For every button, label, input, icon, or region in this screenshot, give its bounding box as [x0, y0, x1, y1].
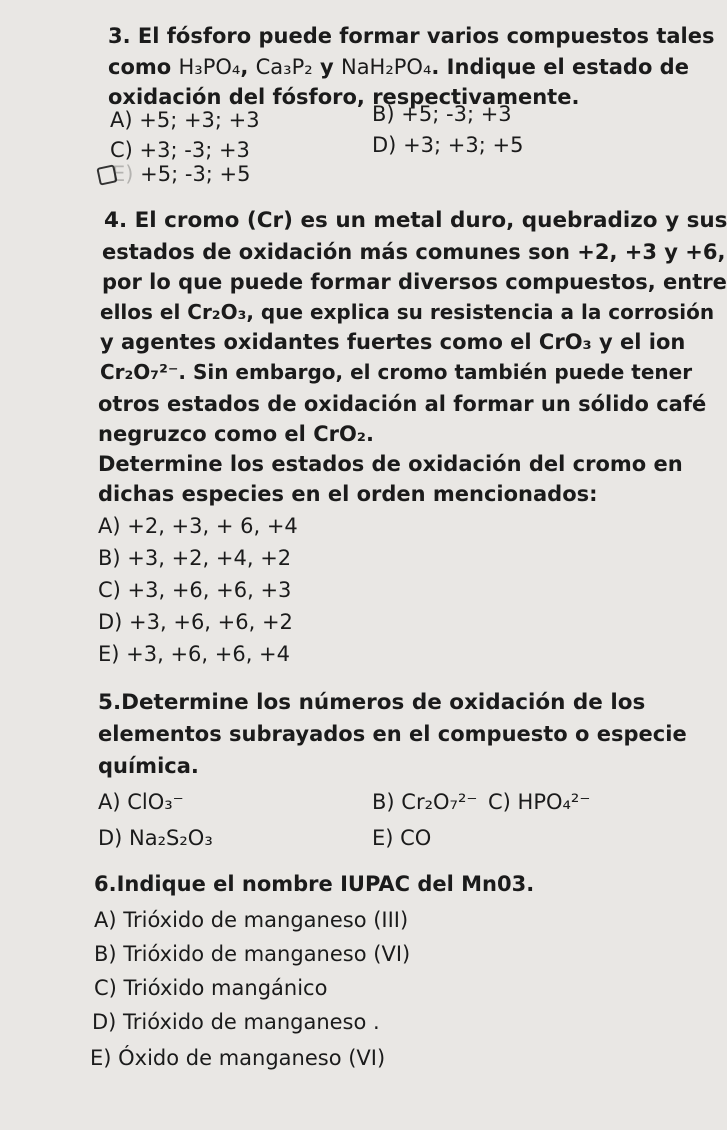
q6-option-d: D) Trióxido de manganeso . — [92, 1010, 380, 1034]
q4-option-e: E) +3, +6, +6, +4 — [98, 642, 291, 666]
q3-line-2a: como — [108, 55, 179, 79]
q3-line-2 — [108, 55, 689, 79]
q3-line-2b: . Indique el estado de — [431, 55, 689, 79]
q3-option-d-letter: D) — [372, 133, 397, 157]
compound-ca3p2: Ca₃P₂ — [255, 55, 313, 79]
q4-line-7: otros estados de oxidación al formar un sólido café — [98, 392, 707, 416]
q5-line-3: química. — [98, 754, 199, 778]
q3-option-e — [112, 162, 251, 186]
q5-line-1: 5.Determine los números de oxidación de los — [98, 690, 646, 715]
q5-option-e: E) CO — [372, 826, 432, 850]
q4-line-3: por lo que puede formar diversos compuestos, entre — [102, 270, 727, 294]
q3-option-e-letter: E) — [112, 162, 134, 186]
q6-title: 6.Indique el nombre IUPAC del Mn03. — [94, 872, 535, 896]
q4-line-1: 4. El cromo (Cr) es un metal duro, quebradizo y sus — [104, 208, 727, 233]
q3-option-d-text: +3; +3; +5 — [403, 133, 524, 157]
q3-option-c-letter: C) — [110, 138, 133, 162]
q3-option-e-text: +5; -3; +5 — [140, 162, 251, 186]
q3-option-b-letter: B) — [372, 102, 395, 126]
q3-option-a-text: +5; +3; +3 — [139, 108, 260, 132]
q4-option-d: D) +3, +6, +6, +2 — [98, 610, 293, 634]
q3-sep-1: , — [240, 55, 256, 79]
q3-option-b-text: +5; -3; +3 — [401, 102, 512, 126]
q3-option-a-letter: A) — [110, 108, 133, 132]
q5-option-d: D) Na₂S₂O₃ — [98, 826, 213, 850]
q5-option-b: B) Cr₂O₇²⁻ — [372, 790, 478, 814]
q6-option-a: A) Trióxido de manganeso (III) — [94, 908, 409, 932]
q6-option-c: C) Trióxido mangánico — [94, 976, 328, 1000]
q3-option-d — [372, 133, 523, 157]
q5-option-c: C) HPO₄²⁻ — [488, 790, 591, 814]
q3-line-3: oxidación del fósforo, respectivamente. — [108, 85, 580, 109]
q4-line-8: negruzco como el CrO₂. — [98, 422, 374, 446]
q4-line-4: ellos el Cr₂O₃, que explica su resistencia a la corrosión — [100, 300, 715, 324]
q3-option-c-text: +3; -3; +3 — [139, 138, 250, 162]
compound-h3po4: H₃PO₄ — [178, 55, 241, 79]
q4-line-10: dichas especies en el orden mencionados: — [98, 482, 598, 506]
q4-line-6: Cr₂O₇²⁻. Sin embargo, el cromo también puede tener — [100, 360, 693, 384]
q3-option-a — [110, 108, 260, 132]
q4-option-c: C) +3, +6, +6, +3 — [98, 578, 292, 602]
q6-option-b: B) Trióxido de manganeso (VI) — [94, 942, 411, 966]
q5-line-2: elementos subrayados en el compuesto o especie — [98, 722, 687, 746]
compound-nah2po4: NaH₂PO₄ — [340, 55, 432, 79]
q6-option-e: E) Óxido de manganeso (VI) — [90, 1046, 386, 1070]
q4-option-b: B) +3, +2, +4, +2 — [98, 546, 292, 570]
q4-option-a: A) +2, +3, + 6, +4 — [98, 514, 298, 538]
q3-line-1: 3. El fósforo puede formar varios compuestos tales — [108, 24, 715, 48]
q3-option-b — [372, 102, 512, 126]
q4-line-5: y agentes oxidantes fuertes como el CrO₃ y el ion — [100, 330, 686, 354]
q4-line-9: Determine los estados de oxidación del cromo en — [98, 452, 683, 476]
q5-option-a: A) ClO₃⁻ — [98, 790, 184, 814]
q3-sep-2: y — [312, 55, 341, 79]
q4-line-2: estados de oxidación más comunes son +2, +3 y +6, — [102, 240, 726, 264]
q3-option-c — [110, 138, 250, 162]
